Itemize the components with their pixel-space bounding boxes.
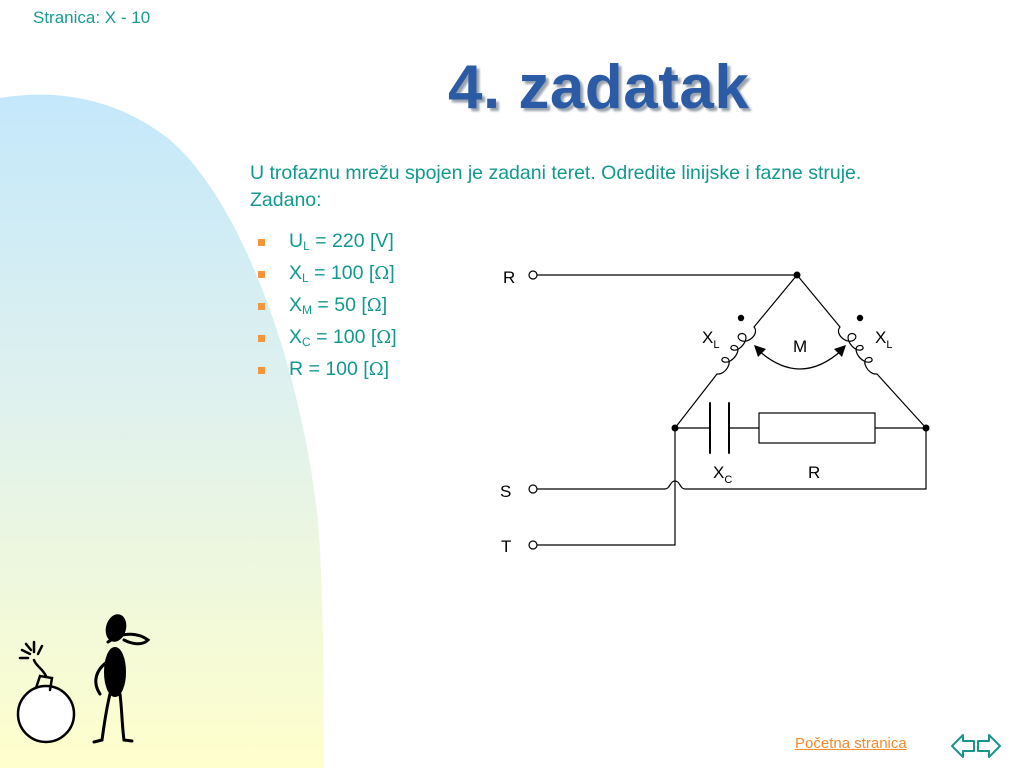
inductor-right: [838, 327, 877, 374]
label-mutual: M: [793, 337, 808, 356]
label-xc: $X_C$: [713, 463, 733, 486]
task-description: [250, 160, 990, 214]
back-arrow-icon: [952, 735, 974, 757]
polarity-dot-left: [738, 315, 744, 321]
bullet-icon: [258, 271, 265, 278]
node-right: [923, 425, 930, 432]
label-resistor: R: [808, 463, 821, 482]
omega-symbol: Ω: [376, 327, 392, 348]
slide-title: 4. zadatak: [448, 53, 750, 122]
given-label: Zadano:: [250, 189, 322, 211]
label-terminal-r: R: [503, 268, 516, 287]
back-forward-arrows-icon[interactable]: [950, 730, 1002, 762]
wire-t: [537, 428, 675, 545]
worried-figure-with-bomb-icon: [12, 610, 162, 750]
node-left: [672, 425, 679, 432]
wire-top-left: [754, 275, 797, 327]
given-item: $X_L = 100$ [Ω]: [258, 262, 397, 294]
home-page-link[interactable]: Početna stranica: [795, 735, 907, 752]
omega-symbol: Ω: [368, 359, 384, 380]
inductor-left: [717, 327, 756, 374]
wire-top-right: [797, 275, 840, 327]
terminal-s: [529, 485, 537, 493]
bullet-icon: [258, 239, 265, 246]
label-terminal-s: S: [500, 482, 512, 501]
polarity-dot-right: [857, 315, 863, 321]
wire-s-crossing: [665, 428, 926, 489]
bullet-icon: [258, 335, 265, 342]
task-text: U trofaznu mrežu spojen je zadani teret. Odredite linijske i fazne struje.: [250, 162, 862, 184]
terminal-r: [529, 271, 537, 279]
given-item: R = 100 [Ω]: [258, 358, 397, 390]
given-item: $X_C = 100$ [Ω]: [258, 326, 397, 358]
node-top: [794, 272, 801, 279]
forward-arrow-icon: [978, 735, 1000, 757]
label-terminal-t: T: [501, 537, 512, 556]
given-item: $U_L = 220$ [V]: [258, 230, 397, 262]
resistor: [759, 413, 875, 443]
omega-symbol: Ω: [366, 295, 382, 316]
label-xl-left: $X_L$: [702, 328, 720, 351]
given-item: $X_M = 50$ [Ω]: [258, 294, 397, 326]
terminal-t: [529, 541, 537, 549]
page-label: Stranica: X - 10: [33, 8, 151, 27]
bullet-icon: [258, 303, 265, 310]
label-xl-right: $X_L$: [875, 328, 893, 351]
given-values-list: [258, 230, 397, 390]
omega-symbol: Ω: [374, 263, 390, 284]
bullet-icon: [258, 367, 265, 374]
circuit-diagram: [490, 255, 960, 565]
